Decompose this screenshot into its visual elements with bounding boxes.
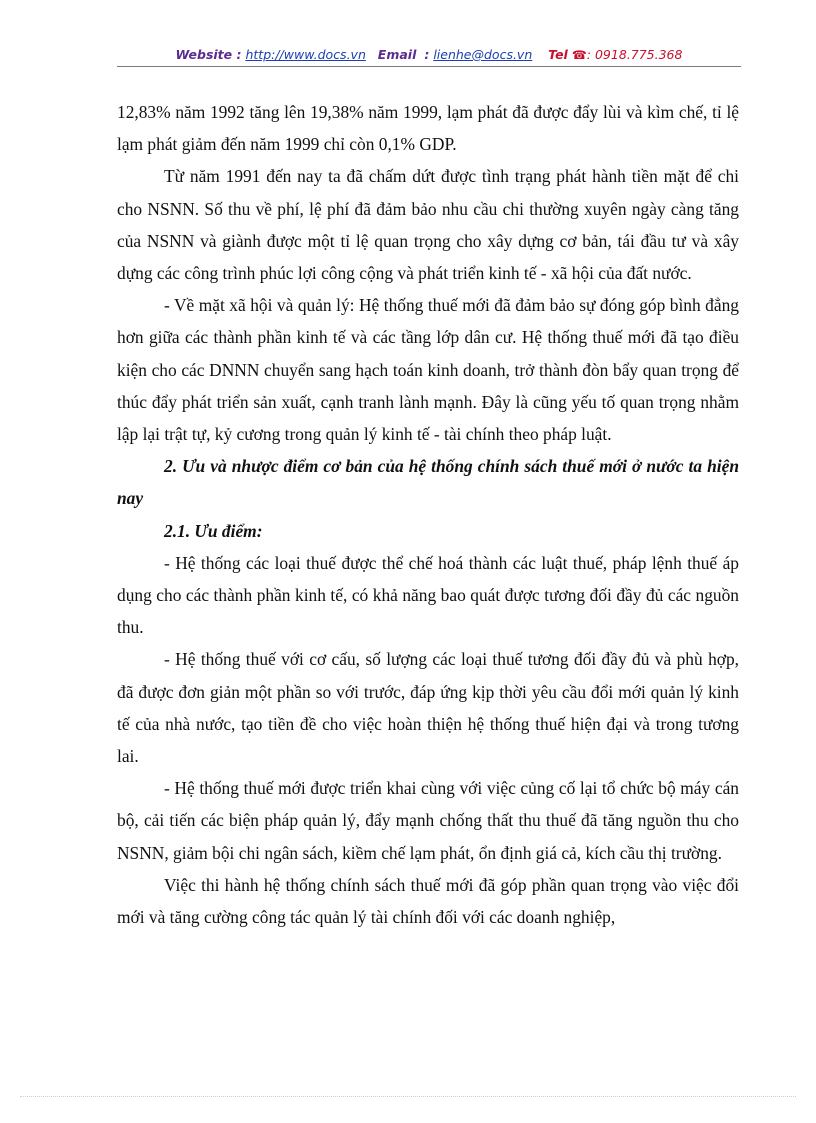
header-divider (117, 66, 741, 67)
phone-number: : 0918.775.368 (586, 47, 683, 62)
advantage-item: - Hệ thống các loại thuế được thể chế hoá thành các luật thuế, pháp lệnh thuế áp dụng cho các thành phần kinh tế, có khả năng bao quát được tương đối đầy đủ các nguồn thu. (117, 552, 739, 638)
advantage-item: - Hệ thống thuế mới được triển khai cùng với việc củng cố lại tổ chức bộ máy cán bộ, cải tiến các biện pháp quản lý, đẩy mạnh chống thất thu thuế đã tăng nguồn thu cho NSNN, giảm bội chi ngân sách, kiềm chế lạm phát, ổn định giá cả, kích cầu thị trường. (117, 778, 739, 863)
advantage-item: - Hệ thống thuế với cơ cấu, số lượng các loại thuế tương đối đầy đủ và phù hợp, đã được đơn giản một phần so với trước, đáp ứng kịp thời yêu cầu đổi mới quản lý kinh tế của nhà nước, tạo tiền đề cho việc hoàn thiện hệ thống thuế hiện đại và trong tương lai. (117, 649, 739, 767)
document-body (117, 96, 739, 933)
website-link[interactable]: http://www.docs.vn (245, 47, 366, 62)
paragraph-social-management: - Về mặt xã hội và quản lý: Hệ thống thuế mới đã đảm bảo sự đóng góp bình đẳng hơn giữa các thành phần kinh tế và các tầng lớp dân cư. Hệ thống thuế mới đã tạo điều kiện cho các DNNN chuyển sang hạch toán kinh doanh, trở thành đòn bẩy quan trọng để thúc đẩy phát triển sản xuất, cạnh tranh lành mạnh. Đây là cũng yếu tố quan trọng nhằm lập lại trật tự, kỷ cương trong quản lý kinh tế - tài chính theo pháp luật. (117, 295, 739, 445)
email-separator: : (424, 47, 430, 62)
tel-label: Tel (548, 47, 568, 62)
email-label: Email (377, 47, 417, 62)
paragraph-inflation: 12,83% năm 1992 tăng lên 19,38% năm 1999, lạm phát đã được đẩy lùi và kìm chế, tỉ lệ lạm phát giảm đến năm 1999 chỉ còn 0,1% GDP. (117, 102, 739, 155)
website-label: Website : (175, 47, 242, 62)
paragraph-nsnn-revenue: Từ năm 1991 đến nay ta đã chấm dứt được tình trạng phát hành tiền mặt để chi cho NSNN. Số thu về phí, lệ phí đã đảm bảo nhu cầu chi thường xuyên ngày càng tăng của NSNN và giành được một tỉ lệ quan trọng cho xây dựng cơ bản, tái đầu tư và xây dựng các công trình phúc lợi công cộng và phát triển kinh tế - xã hội của đất nước. (117, 166, 739, 284)
page-bottom-border (20, 1096, 796, 1097)
section-heading: 2. Ưu và nhược điểm cơ bản của hệ thống chính sách thuế mới ở nước ta hiện nay (117, 456, 739, 509)
email-link[interactable]: lienhe@docs.vn (433, 47, 533, 62)
paragraph-closing: Việc thi hành hệ thống chính sách thuế mới đã góp phần quan trọng vào việc đổi mới và tăng cường công tác quản lý tài chính đối với các doanh nghiệp, (117, 874, 739, 928)
page-header (117, 44, 741, 66)
subsection-heading: 2.1. Ưu điểm: (164, 520, 263, 541)
telephone-icon: ☎ (571, 48, 587, 62)
